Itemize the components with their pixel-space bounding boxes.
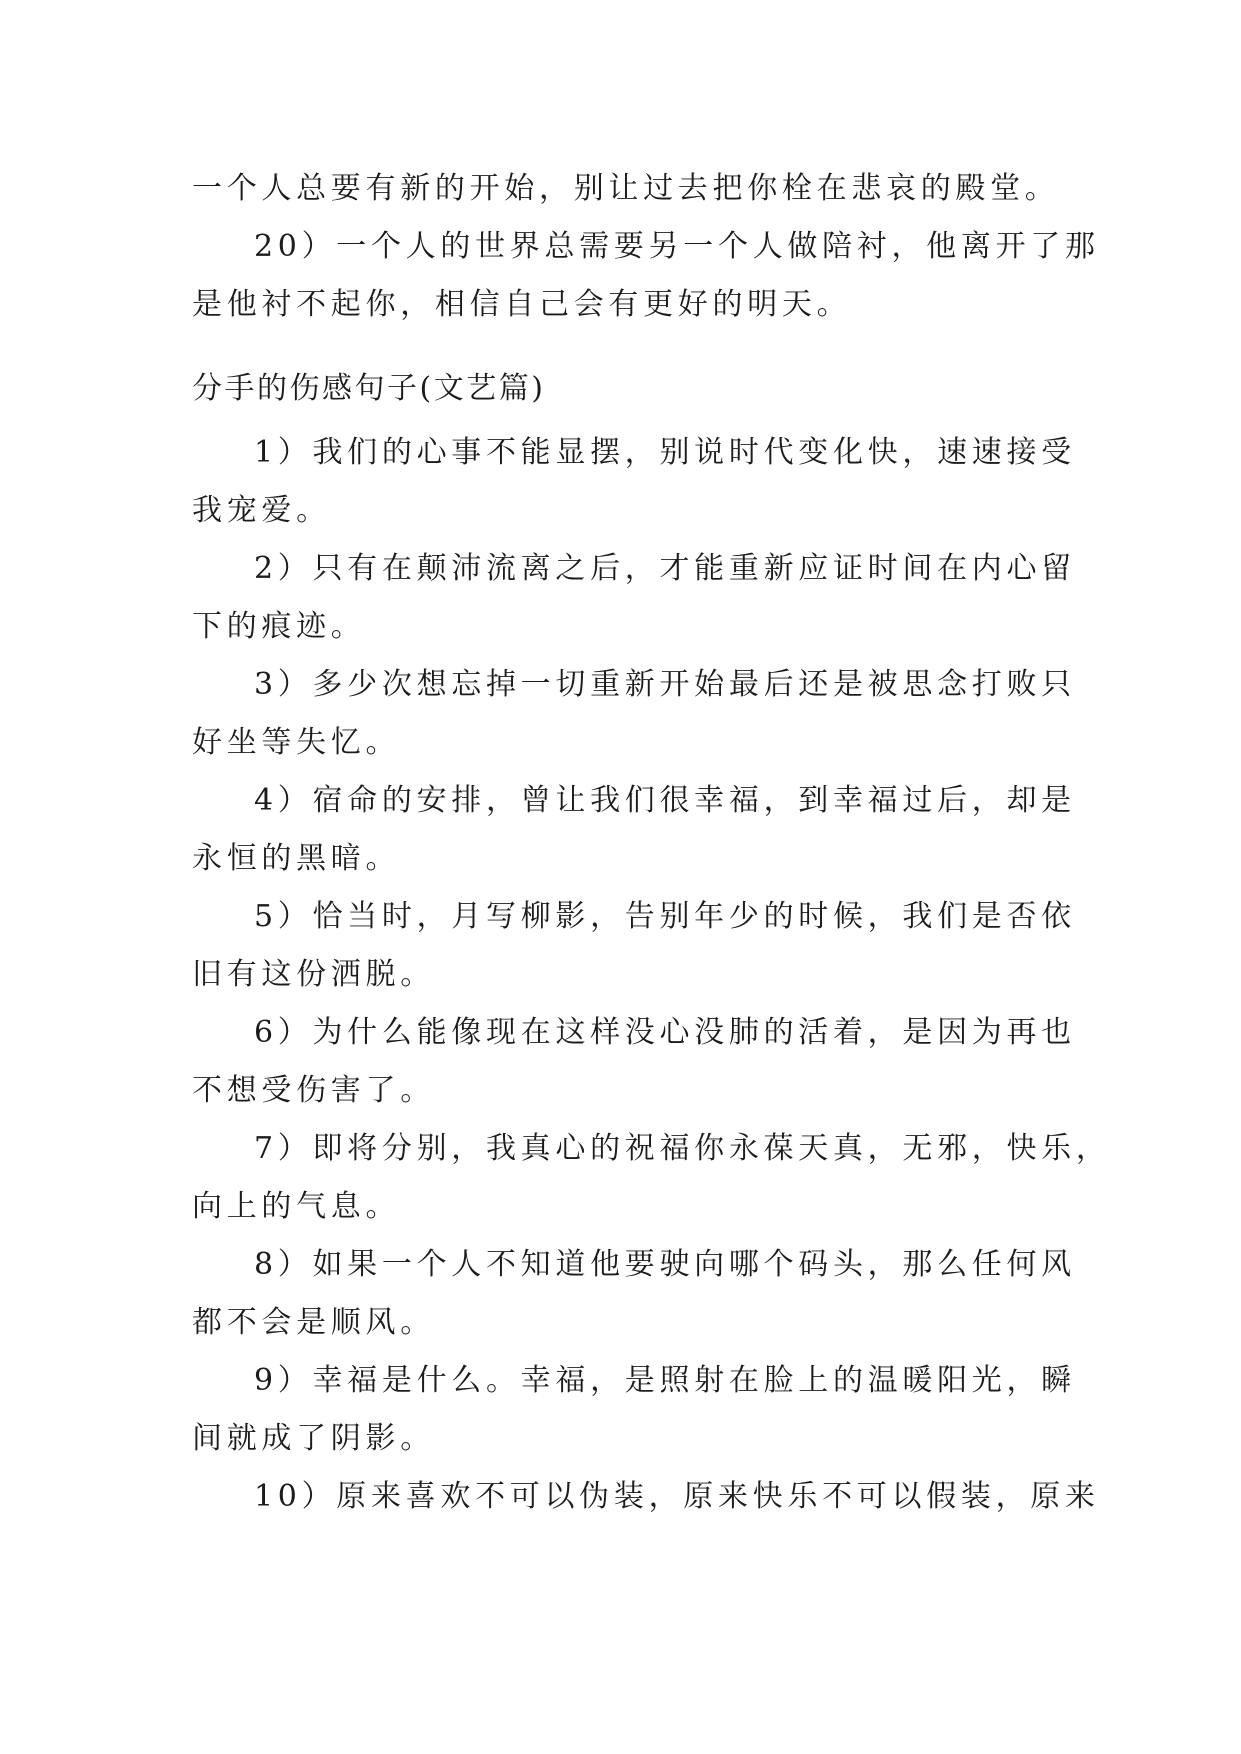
text-line: 旧有这份洒脱。 bbox=[192, 957, 435, 992]
text-line: 6）为什么能像现在这样没心没肺的活着，是因为再也 bbox=[254, 1015, 1076, 1050]
text-line: 不想受伤害了。 bbox=[192, 1073, 435, 1108]
text-line: 是他衬不起你，相信自己会有更好的明天。 bbox=[192, 287, 852, 322]
text-line: 向上的气息。 bbox=[192, 1189, 401, 1224]
text-line: 我宠爱。 bbox=[192, 493, 331, 528]
text-line: 10）原来喜欢不可以伪装，原来快乐不可以假装，原来 bbox=[254, 1479, 1100, 1514]
text-line: 3）多少次想忘掉一切重新开始最后还是被思念打败只 bbox=[254, 667, 1076, 702]
text-line: 好坐等失忆。 bbox=[192, 725, 401, 760]
text-line: 7）即将分别，我真心的祝福你永葆天真，无邪，快乐， bbox=[254, 1131, 1111, 1166]
text-line: 间就成了阴影。 bbox=[192, 1421, 435, 1456]
text-line: 永恒的黑暗。 bbox=[192, 841, 401, 876]
text-line: 都不会是顺风。 bbox=[192, 1305, 435, 1340]
text-line: 8）如果一个人不知道他要驶向哪个码头，那么任何风 bbox=[254, 1247, 1076, 1282]
text-line: 5）恰当时，月写柳影，告别年少的时候，我们是否依 bbox=[254, 899, 1076, 934]
text-line: 下的痕迹。 bbox=[192, 609, 366, 644]
text-line: 4）宿命的安排，曾让我们很幸福，到幸福过后，却是 bbox=[254, 783, 1076, 818]
text-line: 2）只有在颠沛流离之后，才能重新应证时间在内心留 bbox=[254, 551, 1076, 586]
text-line: 20）一个人的世界总需要另一个人做陪衬，他离开了那 bbox=[254, 229, 1100, 264]
text-line: 1）我们的心事不能显摆，别说时代变化快，速速接受 bbox=[254, 435, 1076, 470]
text-line: 一个人总要有新的开始，别让过去把你栓在悲哀的殿堂。 bbox=[192, 171, 1060, 206]
section-heading: 分手的伤感句子(文艺篇) bbox=[192, 371, 546, 406]
text-line: 9）幸福是什么。幸福，是照射在脸上的温暖阳光，瞬 bbox=[254, 1363, 1076, 1398]
